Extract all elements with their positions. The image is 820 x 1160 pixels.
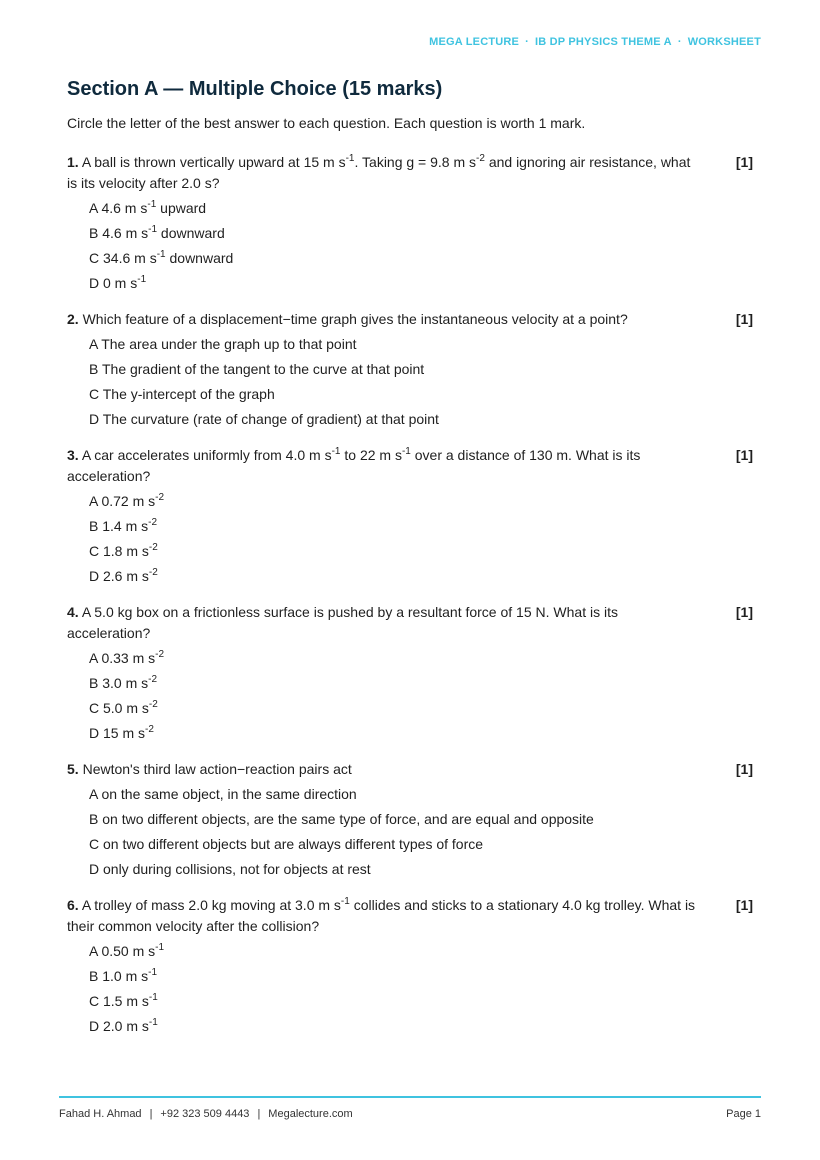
exponent: -2 [148,699,158,710]
exponent: -1 [155,942,165,953]
question-number: 2. [67,311,79,327]
answer-option-b[interactable] [89,359,753,380]
question-marks: [1] [735,761,753,777]
exponent: -2 [148,517,158,528]
answer-option-d[interactable] [89,409,753,430]
question-1 [67,152,753,294]
text-segment: D The curvature (rate of change of gradient) at that point [89,411,439,427]
text-segment: downward [157,225,225,241]
section-instruction: Circle the letter of the best answer to each question. Each question is worth 1 mark. [67,115,586,131]
text-segment: Newton's third law action−reaction pairs act [82,761,352,777]
text-segment: C The y-intercept of the graph [89,386,275,402]
question-marks: [1] [735,447,753,463]
text-segment: over a distance of 130 m. What is its acceleration? [67,447,641,484]
text-segment: D only during collisions, not for objects at rest [89,861,371,877]
question-marks: [1] [735,604,753,620]
exponent: -1 [147,199,157,210]
exponent: -1 [401,446,411,457]
question-number: 5. [67,761,79,777]
exponent: -2 [145,724,154,735]
text-segment: . Taking g = 9.8 m s [354,154,477,170]
question-number: 4. [67,604,79,620]
text-segment: A trolley of mass 2.0 kg moving at 3.0 m s [81,897,341,913]
question-stem [67,602,697,644]
answer-option-a[interactable] [89,941,753,962]
answer-option-c[interactable] [89,834,753,855]
exponent: -1 [148,992,158,1003]
question-number: 1. [67,154,79,170]
section-title: Section A — Multiple Choice (15 marks) [67,78,443,100]
text-segment: D 15 m s [89,725,146,741]
text-segment: C 34.6 m s [89,250,157,266]
answer-option-a[interactable] [89,491,753,512]
answer-option-c[interactable] [89,991,753,1012]
text-segment: A ball is thrown vertically upward at 15 m s [81,154,346,170]
exponent: -1 [340,896,350,907]
question-marks: [1] [735,154,753,170]
answer-option-c[interactable] [89,541,753,562]
question-5 [67,759,753,880]
answer-option-c[interactable] [89,698,753,719]
text-segment: B 3.0 m s [89,675,149,691]
text-segment: A 0.33 m s [89,650,156,666]
header-course: IB DP PHYSICS THEME A [534,36,672,48]
question-number: 3. [67,447,79,463]
text-segment: C 1.5 m s [89,993,149,1009]
answer-option-a[interactable] [89,198,753,219]
text-segment: D 2.0 m s [89,1018,149,1034]
text-segment: D 2.6 m s [89,568,149,584]
exponent: -1 [156,249,166,260]
text-segment: A 4.6 m s [89,200,148,216]
exponent: -2 [148,542,158,553]
answer-option-c[interactable] [89,248,753,269]
answer-option-b[interactable] [89,673,753,694]
footer-author: Fahad H. Ahmad [59,1108,142,1120]
header-brand: MEGA LECTURE [429,36,520,48]
footer-website: Megalecture.com [268,1108,353,1120]
question-marks: [1] [735,897,753,913]
exponent: -2 [148,674,158,685]
question-stem [67,445,697,487]
text-segment: to 22 m s [340,447,402,463]
question-3 [67,445,753,587]
question-4 [67,602,753,744]
text-segment: collides and sticks to a stationary 4.0 kg trolley. What is their common velocity after the collision? [67,897,696,934]
text-segment: C 1.8 m s [89,543,149,559]
header-separator: · [525,36,529,48]
header-separator: · [677,36,682,48]
footer-page-number: Page 1 [726,1108,761,1120]
text-segment: B 1.4 m s [89,518,149,534]
question-stem [67,895,697,937]
exponent: -1 [137,274,147,285]
text-segment: A 5.0 kg box on a frictionless surface is pushed by a resultant force of 15 N. What is its acceleration? [67,604,618,641]
exponent: -2 [155,492,165,503]
answer-option-d[interactable] [89,566,753,587]
exponent: -1 [148,224,158,235]
page-header [429,36,761,48]
footer-divider [59,1096,761,1098]
text-segment: C 5.0 m s [89,700,149,716]
exponent: -1 [148,1017,158,1028]
question-2 [67,309,753,430]
text-segment: Which feature of a displacement−time graph gives the instantaneous velocity at a point? [82,311,628,327]
answer-option-d[interactable] [89,723,753,744]
text-segment: A 0.72 m s [89,493,156,509]
text-segment: C on two different objects but are always different types of force [89,836,484,852]
exponent: -1 [148,967,158,978]
footer-separator: | [257,1108,261,1120]
text-segment: B 4.6 m s [89,225,149,241]
question-marks: [1] [735,311,753,327]
text-segment: B The gradient of the tangent to the curve at that point [89,361,425,377]
footer-phone: +92 323 509 4443 [160,1108,250,1120]
header-doc-type: WORKSHEET [687,36,761,48]
footer-contact [59,1108,353,1120]
text-segment: upward [156,200,207,216]
exponent: -2 [155,649,165,660]
question-stem [67,309,697,330]
exponent: -1 [331,446,341,457]
exponent: -2 [148,567,158,578]
text-segment: and ignoring air resistance, what is its velocity after 2.0 s? [67,154,691,191]
answer-option-d[interactable] [89,1016,753,1037]
question-list [67,152,753,1052]
answer-option-c[interactable] [89,384,753,405]
answer-option-d[interactable] [89,273,753,294]
question-stem [67,759,697,780]
text-segment: A The area under the graph up to that point [89,336,357,352]
answer-option-d[interactable] [89,859,753,880]
answer-option-b[interactable] [89,516,753,537]
answer-option-b[interactable] [89,223,753,244]
text-segment: A on the same object, in the same direction [89,786,357,802]
question-number: 6. [67,897,79,913]
text-segment: B 1.0 m s [89,968,149,984]
answer-option-b[interactable] [89,966,753,987]
exponent: -2 [476,153,485,164]
text-segment: downward [165,250,234,266]
answer-option-b[interactable] [89,809,753,830]
answer-option-a[interactable] [89,334,753,355]
text-segment: A car accelerates uniformly from 4.0 m s [81,447,332,463]
question-6 [67,895,753,1037]
question-stem [67,152,697,194]
answer-option-a[interactable] [89,648,753,669]
text-segment: B on two different objects, are the same type of force, and are equal and opposite [89,811,594,827]
text-segment: D 0 m s [89,275,138,291]
answer-option-a[interactable] [89,784,753,805]
exponent: -1 [345,153,355,164]
text-segment: A 0.50 m s [89,943,156,959]
footer-separator: | [149,1108,153,1120]
